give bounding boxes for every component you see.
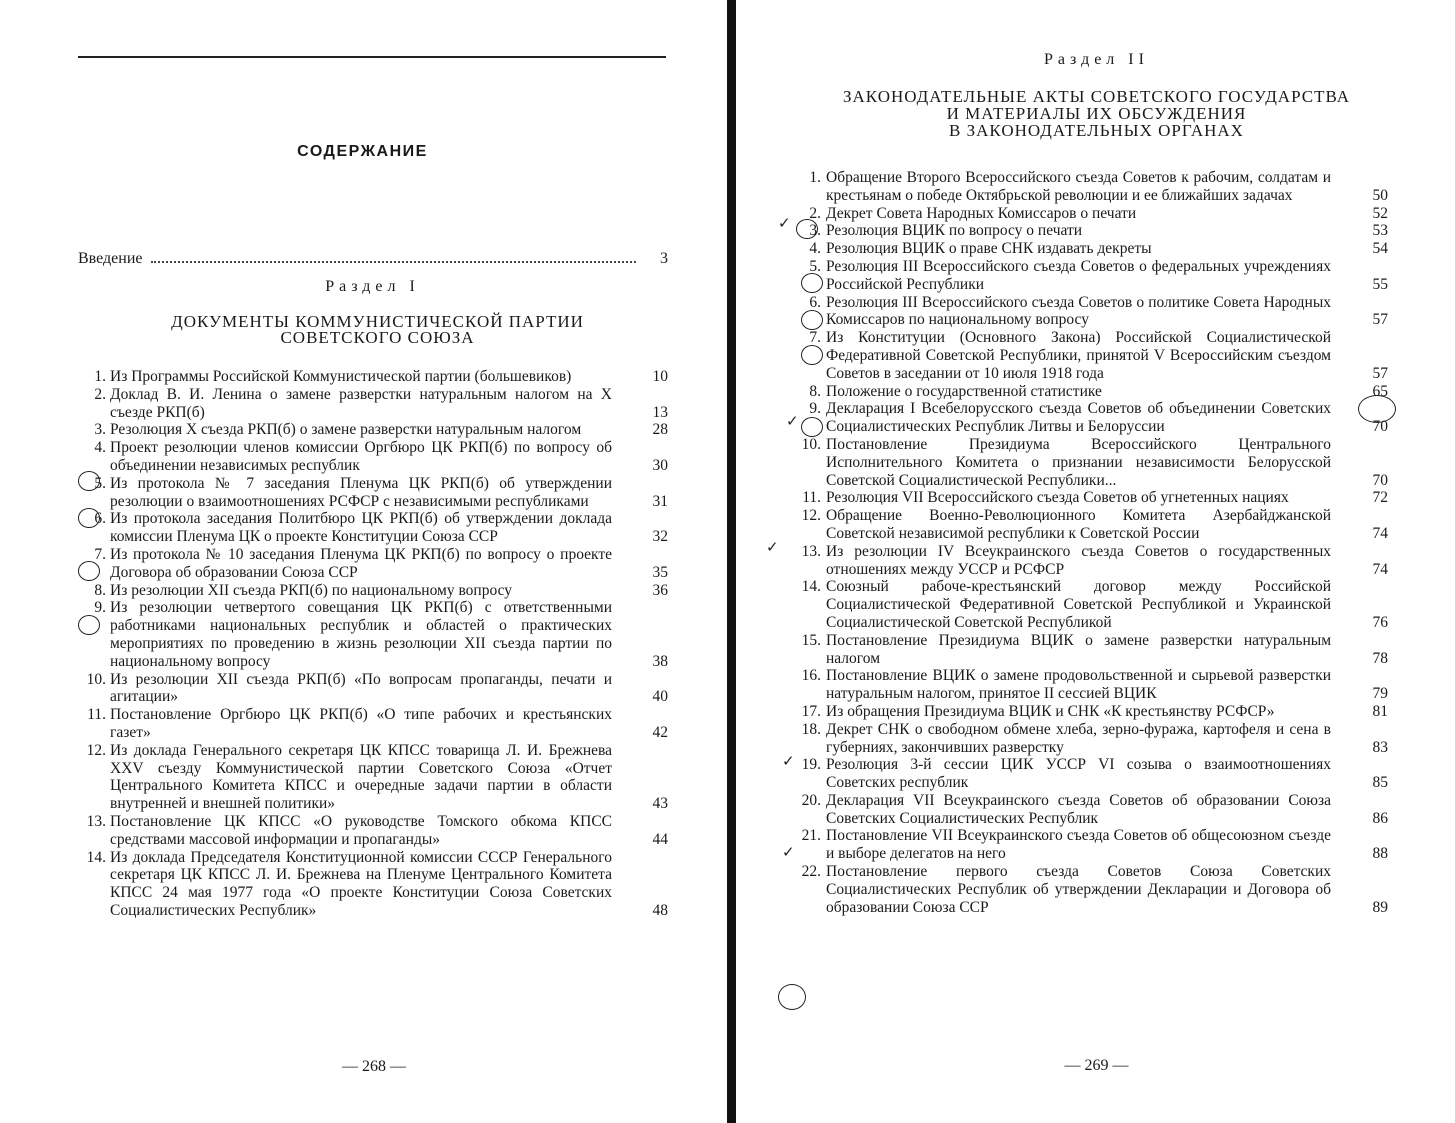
toc-entry bbox=[788, 435, 1388, 489]
toc-entry-page: 53 bbox=[1372, 222, 1388, 240]
toc-entry-title: Из доклада Генерального секретаря ЦК КПСС товарища Л. И. Брежнева XXV съезду Коммунистической партии Советского Союза «Отчет Центрального Комитета КПСС и очередные задачи партии в области внутренней и внешней политики» bbox=[110, 741, 612, 813]
toc-entry-title: Обращение Второго Всероссийского съезда Советов к рабочим, солдатам и крестьянам о победе Октябрьской революции и ее ближайших задачах bbox=[826, 169, 1331, 204]
toc-entry bbox=[78, 474, 668, 511]
toc-entry-number: 1. bbox=[809, 169, 821, 186]
toc-entry bbox=[788, 293, 1388, 330]
toc-entry bbox=[788, 578, 1388, 631]
toc-entry bbox=[78, 706, 668, 742]
toc-entry-title: Из резолюции четвертого совещания ЦК РКП(б) с ответственными работниками национальных республик и областей о практических мероприятиях по проведению в жизнь резолюции XII съезда партии по национальному вопросу bbox=[110, 599, 612, 670]
toc-entry-page: 78 bbox=[1372, 649, 1388, 667]
toc-entry-number: 5. bbox=[94, 474, 106, 492]
toc-entry-page: 28 bbox=[652, 421, 668, 439]
toc-entry-number: 4. bbox=[809, 240, 821, 258]
toc-entry-title: Резолюция ВЦИК о праве СНК издавать декреты bbox=[826, 240, 1152, 258]
page-number: — 269 — bbox=[1064, 1057, 1129, 1074]
toc-entry-number: 18. bbox=[801, 720, 821, 738]
toc-entry-title: Постановление ВЦИК о замене продовольственной и сырьевой разверстки натуральным налогом, принятое II сессией ВЦИК bbox=[826, 667, 1331, 703]
toc-entry-page: 43 bbox=[652, 795, 668, 813]
toc-entry-title: Резолюция X съезда РКП(б) о замене разверстки натуральным налогом bbox=[110, 421, 582, 439]
toc-entry-number: 10. bbox=[86, 670, 106, 688]
toc-entry-title: Из Программы Российской Коммунистической партии (большевиков) bbox=[110, 368, 572, 385]
toc-entry bbox=[788, 791, 1388, 828]
handwritten-circle-mark bbox=[78, 508, 100, 528]
toc-entry-number: 20. bbox=[801, 791, 821, 809]
section-title-line-1: ЗАКОНОДАТЕЛЬНЫЕ АКТЫ СОВЕТСКОГО ГОСУДАРСТВА bbox=[842, 87, 1351, 106]
toc-entry-number: 6. bbox=[94, 510, 106, 528]
toc-entry-title: Из обращения Президиума ВЦИК и СНК «К крестьянству РСФСР» bbox=[826, 702, 1275, 720]
toc-entry bbox=[78, 741, 668, 813]
toc-entry-number: 9. bbox=[94, 599, 106, 617]
toc-entry bbox=[788, 257, 1388, 294]
toc-entry-number: 21. bbox=[801, 827, 821, 845]
toc-entry-page: 81 bbox=[1372, 702, 1388, 720]
top-rule bbox=[78, 56, 666, 58]
toc-entry-page: 30 bbox=[652, 456, 668, 474]
toc-entry bbox=[78, 545, 668, 582]
toc-entry bbox=[78, 581, 668, 600]
toc-entry bbox=[78, 368, 668, 386]
toc-entry-page: 88 bbox=[1372, 845, 1388, 863]
toc-entry-title: Доклад В. И. Ленина о замене разверстки натуральным налогом на X съезде РКП(б) bbox=[110, 385, 612, 421]
toc-entry bbox=[788, 827, 1388, 863]
toc-entry-title: Проект резолюции членов комиссии Оргбюро ЦК РКП(б) по вопросу об объединении независимых республик bbox=[110, 439, 612, 474]
toc-entry-number: 15. bbox=[801, 631, 821, 649]
toc-entry-page: 35 bbox=[652, 563, 668, 581]
toc-entry bbox=[788, 382, 1388, 401]
toc-entry-title: Из резолюции IV Всеукраинского съезда Советов о государственных отношениях между УССР и РСФСР bbox=[826, 542, 1331, 578]
toc-entry bbox=[78, 510, 668, 546]
toc-entry-page: 38 bbox=[652, 652, 668, 670]
toc-entry bbox=[78, 848, 668, 920]
toc-entry bbox=[788, 204, 1388, 223]
toc-entry-page: 83 bbox=[1372, 738, 1388, 756]
toc-entry-page: 55 bbox=[1372, 275, 1388, 293]
section-title-line-1: ДОКУМЕНТЫ КОММУНИСТИЧЕСКОЙ ПАРТИИ bbox=[171, 312, 584, 331]
handwritten-check-mark: ✓ bbox=[782, 754, 795, 770]
toc-entry-title: Декларация I Всебелорусского съезда Советов об объединении Советских Социалистических Республик Литвы и Белоруссии bbox=[826, 400, 1331, 436]
handwritten-check-mark: ✓ bbox=[782, 845, 795, 861]
toc-entry bbox=[788, 222, 1388, 240]
toc-list-section-1 bbox=[78, 368, 668, 920]
toc-entry-title: Резолюция ВЦИК по вопросу о печати bbox=[826, 222, 1083, 240]
toc-entry-page: 36 bbox=[652, 581, 668, 599]
toc-entry-page: 74 bbox=[1372, 560, 1388, 578]
toc-entry-number: 5. bbox=[809, 257, 821, 275]
toc-entry-title: Союзный рабоче-крестьянский договор между Российской Социалистической Федеративной Советской Республикой и Украинской Социалистической Советской Республикой bbox=[826, 578, 1331, 631]
intro-page: 3 bbox=[660, 250, 668, 267]
book-gutter bbox=[727, 0, 736, 1123]
toc-entry-number: 11. bbox=[802, 489, 821, 507]
toc-entry-page: 76 bbox=[1372, 613, 1388, 631]
toc-entry bbox=[788, 169, 1388, 205]
toc-entry-number: 3. bbox=[94, 421, 106, 439]
handwritten-circle-mark bbox=[78, 615, 100, 635]
left-page bbox=[0, 0, 725, 1123]
handwritten-check-mark: ✓ bbox=[786, 414, 799, 430]
toc-entry-number: 14. bbox=[86, 848, 106, 866]
toc-entry bbox=[788, 720, 1388, 757]
toc-entry-title: Положение о государственной статистике bbox=[826, 382, 1102, 400]
toc-entry-page: 89 bbox=[1372, 898, 1388, 916]
handwritten-circle-mark bbox=[801, 345, 823, 365]
toc-entry-page: 79 bbox=[1372, 685, 1388, 703]
toc-entry-title: Постановление VII Всеукраинского съезда Советов об общесоюзном съезде и выборе делегатов на него bbox=[826, 827, 1331, 863]
toc-entry-title: Постановление первого съезда Советов Союза Советских Социалистических Республик об утверждении Декларации и Договора об образовании Союза ССР bbox=[826, 863, 1331, 916]
toc-entry-page: 57 bbox=[1372, 311, 1388, 329]
toc-entry-title: Декрет Совета Народных Комиссаров о печати bbox=[826, 204, 1137, 222]
toc-entry-title: Постановление Президиума Всероссийского Центрального Исполнительного Комитета о признании независимости Белорусской Советской Социалистической Республики... bbox=[826, 435, 1331, 489]
toc-entry bbox=[78, 670, 668, 707]
toc-entry-number: 8. bbox=[94, 581, 106, 599]
handwritten-circle-mark bbox=[801, 273, 823, 293]
toc-entry-page: 32 bbox=[652, 528, 668, 546]
toc-entry bbox=[788, 631, 1388, 668]
toc-entry-number: 22. bbox=[801, 863, 821, 881]
toc-entry-number: 10. bbox=[801, 435, 821, 453]
toc-entry-title: Постановление Президиума ВЦИК о замене разверстки натуральным налогом bbox=[826, 631, 1331, 667]
toc-entry-page: 70 bbox=[1372, 471, 1388, 489]
toc-entry-page: 57 bbox=[1372, 364, 1388, 382]
toc-entry bbox=[788, 329, 1388, 382]
toc-entry-page: 31 bbox=[652, 492, 668, 510]
toc-entry bbox=[788, 756, 1388, 792]
toc-entry-title: Обращение Военно-Революционного Комитета Азербайджанской Советской независимой республики к Советской России bbox=[826, 507, 1331, 542]
toc-entry bbox=[78, 439, 668, 475]
toc-entry-number: 6. bbox=[809, 293, 821, 311]
toc-entry-number: 14. bbox=[801, 578, 821, 596]
section-label: Раздел II bbox=[1044, 51, 1149, 68]
intro-label: Введение bbox=[78, 250, 143, 267]
toc-entry bbox=[788, 542, 1388, 579]
toc-entry-title: Постановление Оргбюро ЦК РКП(б) «О типе рабочих и крестьянских газет» bbox=[110, 706, 612, 741]
toc-entry-number: 19. bbox=[801, 756, 821, 774]
handwritten-check-mark: ✓ bbox=[766, 540, 779, 556]
toc-entry-page: 70 bbox=[1372, 418, 1388, 436]
handwritten-circle-mark bbox=[778, 984, 806, 1010]
toc-entry-title: Резолюция 3-й сессии ЦИК УССР VI созыва о взаимоотношениях Советских республик bbox=[826, 756, 1331, 792]
toc-entry-number: 12. bbox=[801, 507, 821, 525]
toc-entry-page: 72 bbox=[1372, 489, 1388, 507]
handwritten-circle-mark bbox=[801, 417, 823, 437]
toc-entry-number: 7. bbox=[809, 329, 821, 347]
toc-list-section-2 bbox=[788, 169, 1388, 916]
toc-entry bbox=[788, 702, 1388, 721]
toc-entry-number: 13. bbox=[801, 542, 821, 560]
toc-entry-number: 1. bbox=[94, 368, 106, 385]
toc-entry-page: 85 bbox=[1372, 774, 1388, 792]
toc-entry-title: Резолюция III Всероссийского съезда Советов о политике Совета Народных Комиссаров по национальному вопросу bbox=[826, 293, 1331, 329]
toc-entry bbox=[788, 507, 1388, 543]
toc-entry-title: Постановление ЦК КПСС «О руководстве Томского обкома КПСС средствами массовой информации и пропаганды» bbox=[110, 812, 612, 848]
handwritten-circle-mark bbox=[78, 561, 100, 581]
toc-introduction bbox=[78, 250, 668, 270]
toc-entry-number: 11. bbox=[87, 706, 106, 724]
toc-entry-page: 50 bbox=[1372, 186, 1388, 204]
toc-entry-title: Декрет СНК о свободном обмене хлеба, зерно-фуража, картофеля и сена в губерниях, закончивших разверстку bbox=[826, 720, 1331, 756]
page-number: — 268 — bbox=[342, 1058, 406, 1075]
toc-entry bbox=[78, 599, 668, 670]
toc-entry-page: 74 bbox=[1372, 524, 1388, 542]
toc-entry-number: 8. bbox=[809, 382, 821, 400]
toc-entry-title: Из доклада Председателя Конституционной комиссии СССР Генерального секретаря ЦК КПСС Л. И. Брежнева на Пленуме Центрального Комитета КПСС 24 мая 1977 года «О проекте Конституции Союза Советских Социалистических Республик» bbox=[110, 848, 612, 919]
toc-entry-number: 4. bbox=[94, 439, 106, 457]
toc-entry-title: Из протокола № 10 заседания Пленума ЦК РКП(б) по вопросу о проекте Договора об образовании Союза ССР bbox=[110, 545, 612, 581]
handwritten-circle-mark bbox=[796, 219, 818, 239]
handwritten-circle-mark bbox=[801, 310, 823, 330]
toc-entry-page: 10 bbox=[652, 368, 668, 385]
toc-entry bbox=[78, 421, 668, 439]
toc-entry-title: Резолюция VII Всероссийского съезда Советов об угнетенных нациях bbox=[826, 489, 1289, 507]
toc-entry-number: 16. bbox=[801, 667, 821, 685]
toc-entry bbox=[788, 667, 1388, 703]
toc-entry-title: Из протокола заседания Политбюро ЦК РКП(б) об утверждении доклада комиссии Пленума ЦК о проекте Конституции Союза ССР bbox=[110, 510, 612, 546]
contents-heading: СОДЕРЖАНИЕ bbox=[297, 143, 428, 160]
toc-entry-title: Из резолюции XII съезда РКП(б) по национальному вопросу bbox=[110, 581, 513, 599]
toc-entry bbox=[788, 400, 1388, 436]
section-title-line-2: СОВЕТСКОГО СОЮЗА bbox=[280, 328, 475, 347]
toc-entry-number: 13. bbox=[86, 812, 106, 830]
toc-entry bbox=[788, 489, 1388, 507]
section-title-line-3: В ЗАКОНОДАТЕЛЬНЫХ ОРГАНАХ bbox=[949, 121, 1244, 140]
toc-entry bbox=[788, 863, 1388, 916]
handwritten-circle-mark bbox=[78, 471, 100, 491]
toc-entry-number: 12. bbox=[86, 741, 106, 759]
toc-entry-title: Из протокола № 7 заседания Пленума ЦК РКП(б) об утверждении резолюции о взаимоотношениях РСФСР с независимыми республиками bbox=[110, 474, 612, 510]
right-page bbox=[738, 0, 1455, 1123]
toc-entry-page: 54 bbox=[1372, 240, 1388, 258]
toc-entry-page: 40 bbox=[652, 688, 668, 706]
toc-entry-title: Из Конституции (Основного Закона) Российской Социалистической Федеративной Советской Республики, принятой V Всероссийским съездом Советов в заседании от 10 июля 1918 года bbox=[826, 329, 1331, 382]
toc-entry-number: 9. bbox=[809, 400, 821, 418]
toc-entry-page: 42 bbox=[652, 723, 668, 741]
toc-entry-number: 17. bbox=[801, 702, 821, 720]
section-title-line-2: И МАТЕРИАЛЫ ИХ ОБСУЖДЕНИЯ bbox=[946, 104, 1247, 123]
toc-entry-number: 2. bbox=[94, 385, 106, 403]
toc-entry-title: Резолюция III Всероссийского съезда Советов о федеральных учреждениях Российской Республики bbox=[826, 257, 1331, 293]
toc-entry-page: 48 bbox=[652, 901, 668, 919]
toc-entry bbox=[788, 240, 1388, 258]
toc-entry-title: Из резолюции XII съезда РКП(б) «По вопросам пропаганды, печати и агитации» bbox=[110, 670, 612, 706]
toc-entry bbox=[78, 385, 668, 422]
toc-entry-number: 7. bbox=[94, 545, 106, 563]
toc-entry-page: 13 bbox=[652, 403, 668, 421]
toc-entry-page: 52 bbox=[1372, 204, 1388, 222]
toc-entry-page: 86 bbox=[1372, 809, 1388, 827]
handwritten-circle-mark bbox=[1358, 395, 1396, 423]
toc-entry-number: 3. bbox=[809, 222, 821, 240]
section-label: Раздел I bbox=[325, 278, 420, 295]
toc-entry-number: 2. bbox=[809, 204, 821, 222]
handwritten-check-mark: ✓ bbox=[778, 216, 791, 232]
toc-entry bbox=[78, 812, 668, 849]
toc-entry-title: Декларация VII Всеукраинского съезда Советов об образовании Союза Советских Социалистических Республик bbox=[826, 791, 1331, 827]
leader-dots bbox=[151, 261, 637, 263]
toc-entry-page: 65 bbox=[1372, 382, 1388, 400]
toc-entry-page: 44 bbox=[652, 830, 668, 848]
